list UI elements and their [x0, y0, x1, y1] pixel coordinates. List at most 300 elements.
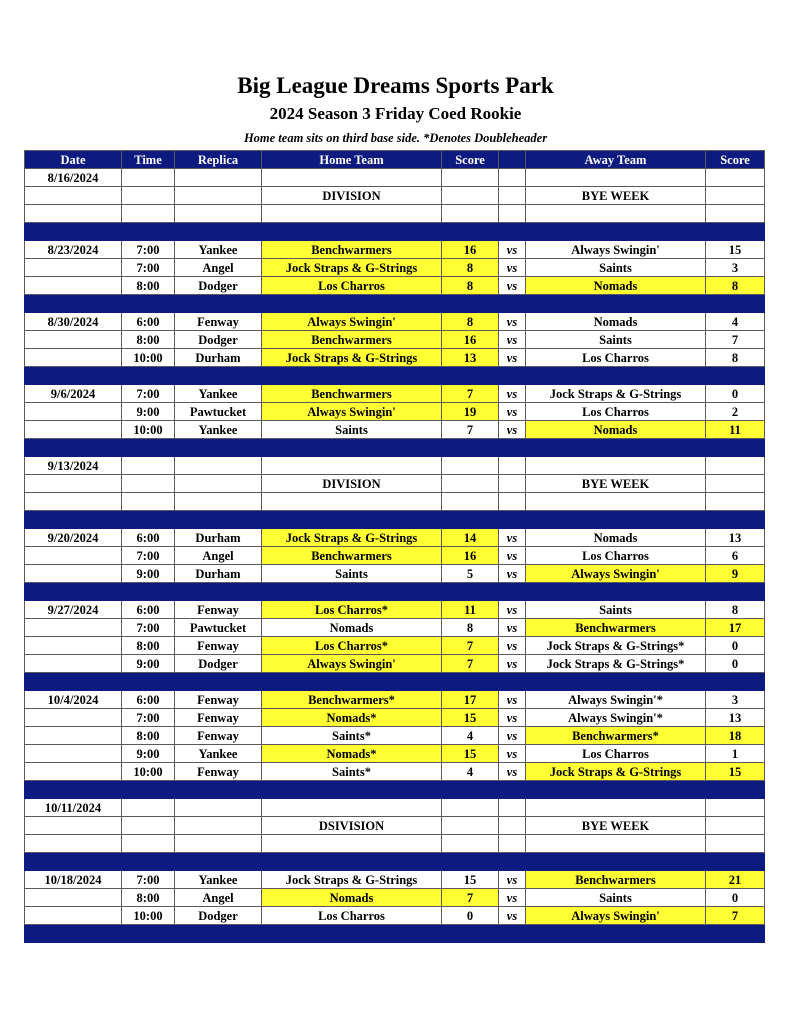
home-team-cell: Nomads — [262, 619, 442, 637]
separator-band — [25, 853, 765, 871]
empty-cell — [25, 403, 122, 421]
vs-cell: vs — [499, 709, 526, 727]
time-cell: 8:00 — [122, 637, 175, 655]
home-score-cell: 13 — [442, 349, 499, 367]
away-score-cell: 0 — [706, 637, 765, 655]
home-score-cell: 7 — [442, 655, 499, 673]
away-score-cell: 0 — [706, 889, 765, 907]
table-row — [25, 565, 765, 583]
band-cell — [526, 853, 706, 871]
empty-cell — [25, 277, 122, 295]
band-cell — [262, 781, 442, 799]
vs-cell: vs — [499, 637, 526, 655]
home-team-cell: Los Charros* — [262, 637, 442, 655]
replica-cell: Pawtucket — [175, 403, 262, 421]
band-cell — [175, 295, 262, 313]
home-team-cell: Jock Straps & G-Strings — [262, 529, 442, 547]
page-title: Big League Dreams Sports Park — [237, 73, 554, 98]
replica-cell: Fenway — [175, 691, 262, 709]
band-cell — [122, 781, 175, 799]
empty-cell — [175, 187, 262, 205]
replica-cell: Yankee — [175, 241, 262, 259]
table-row — [25, 277, 765, 295]
away-score-cell: 7 — [706, 907, 765, 925]
empty-cell — [122, 169, 175, 187]
empty-cell — [442, 835, 499, 853]
empty-cell — [175, 799, 262, 817]
band-cell — [499, 853, 526, 871]
band-cell — [706, 781, 765, 799]
empty-cell — [442, 169, 499, 187]
band-cell — [122, 295, 175, 313]
replica-cell: Fenway — [175, 709, 262, 727]
table-row — [25, 601, 765, 619]
empty-cell — [262, 169, 442, 187]
empty-cell — [122, 187, 175, 205]
band-cell — [442, 367, 499, 385]
vs-cell: vs — [499, 421, 526, 439]
away-team-cell: Jock Straps & G-Strings* — [526, 637, 706, 655]
empty-cell — [526, 835, 706, 853]
col-date: Date — [25, 151, 122, 169]
empty-cell — [442, 187, 499, 205]
date-cell: 10/18/2024 — [25, 871, 122, 889]
band-cell — [262, 439, 442, 457]
home-score-cell: 7 — [442, 889, 499, 907]
table-row — [25, 205, 765, 223]
away-team-cell: Always Swingin' — [526, 241, 706, 259]
date-cell: 8/23/2024 — [25, 241, 122, 259]
band-cell — [175, 223, 262, 241]
home-team-cell: Jock Straps & G-Strings — [262, 871, 442, 889]
time-cell: 6:00 — [122, 313, 175, 331]
home-score-cell: 5 — [442, 565, 499, 583]
empty-cell — [706, 187, 765, 205]
empty-cell — [175, 475, 262, 493]
empty-cell — [25, 709, 122, 727]
away-team-cell: Nomads — [526, 421, 706, 439]
empty-cell — [499, 169, 526, 187]
time-cell: 10:00 — [122, 349, 175, 367]
empty-cell — [25, 475, 122, 493]
empty-cell — [175, 457, 262, 475]
band-cell — [25, 223, 122, 241]
table-row — [25, 241, 765, 259]
band-cell — [122, 673, 175, 691]
home-team-cell: Saints — [262, 565, 442, 583]
band-cell — [706, 511, 765, 529]
band-cell — [526, 367, 706, 385]
empty-cell — [706, 835, 765, 853]
away-score-cell: 8 — [706, 601, 765, 619]
band-cell — [175, 511, 262, 529]
band-cell — [122, 223, 175, 241]
band-cell — [526, 223, 706, 241]
empty-cell — [262, 457, 442, 475]
bye-week-label: BYE WEEK — [526, 475, 706, 493]
empty-cell — [499, 205, 526, 223]
vs-cell: vs — [499, 331, 526, 349]
division-label: DIVISION — [262, 187, 442, 205]
replica-cell: Yankee — [175, 385, 262, 403]
vs-cell: vs — [499, 385, 526, 403]
replica-cell: Durham — [175, 565, 262, 583]
empty-cell — [25, 493, 122, 511]
empty-cell — [25, 205, 122, 223]
table-row — [25, 475, 765, 493]
empty-cell — [442, 817, 499, 835]
band-cell — [175, 583, 262, 601]
empty-cell — [25, 619, 122, 637]
table-row — [25, 871, 765, 889]
vs-cell: vs — [499, 565, 526, 583]
vs-cell: vs — [499, 745, 526, 763]
band-cell — [175, 853, 262, 871]
division-label: DIVISION — [262, 475, 442, 493]
band-cell — [262, 853, 442, 871]
empty-cell — [526, 169, 706, 187]
empty-cell — [122, 799, 175, 817]
time-cell: 8:00 — [122, 331, 175, 349]
home-team-cell: Saints* — [262, 763, 442, 781]
vs-cell: vs — [499, 727, 526, 745]
band-cell — [706, 367, 765, 385]
band-cell — [442, 673, 499, 691]
empty-cell — [262, 205, 442, 223]
home-team-cell: Jock Straps & G-Strings — [262, 349, 442, 367]
time-cell: 6:00 — [122, 601, 175, 619]
band-cell — [122, 853, 175, 871]
band-cell — [706, 223, 765, 241]
empty-cell — [25, 889, 122, 907]
table-row — [25, 259, 765, 277]
band-cell — [526, 673, 706, 691]
time-cell: 10:00 — [122, 421, 175, 439]
home-score-cell: 4 — [442, 763, 499, 781]
col-home-score: Score — [442, 151, 499, 169]
band-cell — [499, 439, 526, 457]
away-score-cell: 13 — [706, 529, 765, 547]
time-cell: 9:00 — [122, 745, 175, 763]
table-row — [25, 169, 765, 187]
time-cell: 10:00 — [122, 763, 175, 781]
table-row — [25, 655, 765, 673]
band-cell — [499, 511, 526, 529]
time-cell: 8:00 — [122, 727, 175, 745]
band-cell — [25, 925, 122, 943]
band-cell — [526, 511, 706, 529]
away-score-cell: 0 — [706, 385, 765, 403]
home-team-cell: Always Swingin' — [262, 313, 442, 331]
empty-cell — [706, 817, 765, 835]
empty-cell — [25, 259, 122, 277]
empty-cell — [526, 799, 706, 817]
replica-cell: Dodger — [175, 907, 262, 925]
separator-band — [25, 583, 765, 601]
band-cell — [499, 367, 526, 385]
vs-cell: vs — [499, 889, 526, 907]
time-cell: 7:00 — [122, 619, 175, 637]
col-vs — [499, 151, 526, 169]
replica-cell: Angel — [175, 889, 262, 907]
separator-band — [25, 511, 765, 529]
separator-band — [25, 295, 765, 313]
empty-cell — [175, 169, 262, 187]
empty-cell — [262, 493, 442, 511]
date-cell: 9/27/2024 — [25, 601, 122, 619]
home-score-cell: 8 — [442, 619, 499, 637]
empty-cell — [526, 493, 706, 511]
empty-cell — [499, 457, 526, 475]
vs-cell: vs — [499, 601, 526, 619]
band-cell — [122, 439, 175, 457]
empty-cell — [442, 475, 499, 493]
vs-cell: vs — [499, 871, 526, 889]
empty-cell — [442, 493, 499, 511]
table-row — [25, 637, 765, 655]
table-row — [25, 691, 765, 709]
bye-week-label: BYE WEEK — [526, 817, 706, 835]
col-away-team: Away Team — [526, 151, 706, 169]
table-row — [25, 835, 765, 853]
replica-cell: Angel — [175, 547, 262, 565]
table-row — [25, 763, 765, 781]
band-cell — [706, 439, 765, 457]
away-team-cell: Saints — [526, 889, 706, 907]
replica-cell: Durham — [175, 349, 262, 367]
band-cell — [706, 673, 765, 691]
empty-cell — [175, 835, 262, 853]
schedule-body — [25, 169, 765, 943]
away-team-cell: Saints — [526, 259, 706, 277]
band-cell — [442, 925, 499, 943]
table-row — [25, 529, 765, 547]
empty-cell — [25, 907, 122, 925]
empty-cell — [499, 187, 526, 205]
band-cell — [442, 853, 499, 871]
replica-cell: Yankee — [175, 871, 262, 889]
vs-cell: vs — [499, 907, 526, 925]
empty-cell — [122, 205, 175, 223]
band-cell — [175, 781, 262, 799]
away-score-cell: 9 — [706, 565, 765, 583]
band-cell — [499, 781, 526, 799]
vs-cell: vs — [499, 691, 526, 709]
empty-cell — [175, 205, 262, 223]
band-cell — [122, 925, 175, 943]
empty-cell — [122, 493, 175, 511]
table-row — [25, 349, 765, 367]
separator-band — [25, 439, 765, 457]
vs-cell: vs — [499, 763, 526, 781]
away-score-cell: 3 — [706, 691, 765, 709]
away-team-cell: Benchwarmers* — [526, 727, 706, 745]
band-cell — [262, 673, 442, 691]
empty-cell — [262, 799, 442, 817]
band-cell — [122, 583, 175, 601]
empty-cell — [25, 655, 122, 673]
away-score-cell: 15 — [706, 763, 765, 781]
separator-band — [25, 367, 765, 385]
table-row — [25, 403, 765, 421]
band-cell — [25, 781, 122, 799]
band-cell — [262, 223, 442, 241]
empty-cell — [706, 205, 765, 223]
table-row — [25, 619, 765, 637]
vs-cell: vs — [499, 655, 526, 673]
table-row — [25, 547, 765, 565]
vs-cell: vs — [499, 547, 526, 565]
vs-cell: vs — [499, 277, 526, 295]
replica-cell: Yankee — [175, 745, 262, 763]
time-cell: 9:00 — [122, 403, 175, 421]
empty-cell — [25, 331, 122, 349]
empty-cell — [122, 457, 175, 475]
replica-cell: Fenway — [175, 313, 262, 331]
home-team-cell: Saints* — [262, 727, 442, 745]
vs-cell: vs — [499, 529, 526, 547]
band-cell — [25, 511, 122, 529]
away-team-cell: Los Charros — [526, 349, 706, 367]
away-team-cell: Saints — [526, 331, 706, 349]
empty-cell — [526, 205, 706, 223]
home-score-cell: 15 — [442, 745, 499, 763]
band-cell — [526, 583, 706, 601]
home-team-cell: Benchwarmers — [262, 547, 442, 565]
col-away-score: Score — [706, 151, 765, 169]
away-team-cell: Nomads — [526, 277, 706, 295]
home-score-cell: 19 — [442, 403, 499, 421]
separator-band — [25, 925, 765, 943]
away-score-cell: 6 — [706, 547, 765, 565]
band-cell — [499, 223, 526, 241]
band-cell — [499, 925, 526, 943]
time-cell: 9:00 — [122, 565, 175, 583]
empty-cell — [442, 799, 499, 817]
band-cell — [262, 511, 442, 529]
away-score-cell: 7 — [706, 331, 765, 349]
time-cell: 7:00 — [122, 385, 175, 403]
band-cell — [442, 223, 499, 241]
home-score-cell: 16 — [442, 547, 499, 565]
table-row — [25, 385, 765, 403]
home-team-cell: Nomads* — [262, 709, 442, 727]
home-team-cell: Nomads — [262, 889, 442, 907]
band-cell — [499, 673, 526, 691]
home-team-cell: Los Charros* — [262, 601, 442, 619]
home-score-cell: 8 — [442, 259, 499, 277]
home-score-cell: 7 — [442, 421, 499, 439]
empty-cell — [706, 493, 765, 511]
band-cell — [175, 439, 262, 457]
empty-cell — [499, 835, 526, 853]
away-score-cell: 3 — [706, 259, 765, 277]
away-team-cell: Always Swingin'* — [526, 691, 706, 709]
band-cell — [526, 781, 706, 799]
band-cell — [526, 439, 706, 457]
table-row — [25, 493, 765, 511]
home-score-cell: 0 — [442, 907, 499, 925]
schedule-note: Home team sits on third base side. *Denotes Doubleheader — [243, 131, 548, 145]
band-cell — [706, 295, 765, 313]
home-score-cell: 4 — [442, 727, 499, 745]
empty-cell — [25, 187, 122, 205]
band-cell — [706, 853, 765, 871]
table-row — [25, 709, 765, 727]
date-cell: 8/16/2024 — [25, 169, 122, 187]
empty-cell — [122, 475, 175, 493]
home-score-cell: 8 — [442, 277, 499, 295]
band-cell — [526, 925, 706, 943]
separator-band — [25, 223, 765, 241]
col-replica: Replica — [175, 151, 262, 169]
replica-cell: Dodger — [175, 655, 262, 673]
home-team-cell: Always Swingin' — [262, 403, 442, 421]
replica-cell: Dodger — [175, 331, 262, 349]
vs-cell: vs — [499, 403, 526, 421]
band-cell — [499, 583, 526, 601]
table-row — [25, 187, 765, 205]
time-cell: 7:00 — [122, 547, 175, 565]
band-cell — [526, 295, 706, 313]
replica-cell: Fenway — [175, 601, 262, 619]
home-team-cell: Benchwarmers — [262, 331, 442, 349]
home-score-cell: 11 — [442, 601, 499, 619]
vs-cell: vs — [499, 349, 526, 367]
band-cell — [442, 511, 499, 529]
empty-cell — [25, 565, 122, 583]
band-cell — [442, 439, 499, 457]
replica-cell: Angel — [175, 259, 262, 277]
empty-cell — [262, 835, 442, 853]
band-cell — [262, 583, 442, 601]
empty-cell — [706, 169, 765, 187]
replica-cell: Yankee — [175, 421, 262, 439]
header-row — [25, 151, 765, 169]
away-score-cell: 13 — [706, 709, 765, 727]
band-cell — [122, 367, 175, 385]
empty-cell — [175, 493, 262, 511]
division-label: DSIVISION — [262, 817, 442, 835]
home-score-cell: 7 — [442, 385, 499, 403]
empty-cell — [25, 421, 122, 439]
table-row — [25, 907, 765, 925]
band-cell — [262, 367, 442, 385]
band-cell — [442, 295, 499, 313]
home-score-cell: 17 — [442, 691, 499, 709]
band-cell — [442, 583, 499, 601]
band-cell — [25, 367, 122, 385]
band-cell — [175, 925, 262, 943]
away-score-cell: 17 — [706, 619, 765, 637]
away-team-cell: Benchwarmers — [526, 871, 706, 889]
empty-cell — [499, 817, 526, 835]
date-cell: 10/4/2024 — [25, 691, 122, 709]
table-row — [25, 313, 765, 331]
time-cell: 10:00 — [122, 907, 175, 925]
date-cell: 9/13/2024 — [25, 457, 122, 475]
empty-cell — [122, 817, 175, 835]
table-row — [25, 331, 765, 349]
time-cell: 8:00 — [122, 889, 175, 907]
away-team-cell: Nomads — [526, 529, 706, 547]
time-cell: 6:00 — [122, 691, 175, 709]
home-score-cell: 15 — [442, 709, 499, 727]
empty-cell — [499, 475, 526, 493]
band-cell — [25, 673, 122, 691]
away-score-cell: 0 — [706, 655, 765, 673]
empty-cell — [499, 799, 526, 817]
